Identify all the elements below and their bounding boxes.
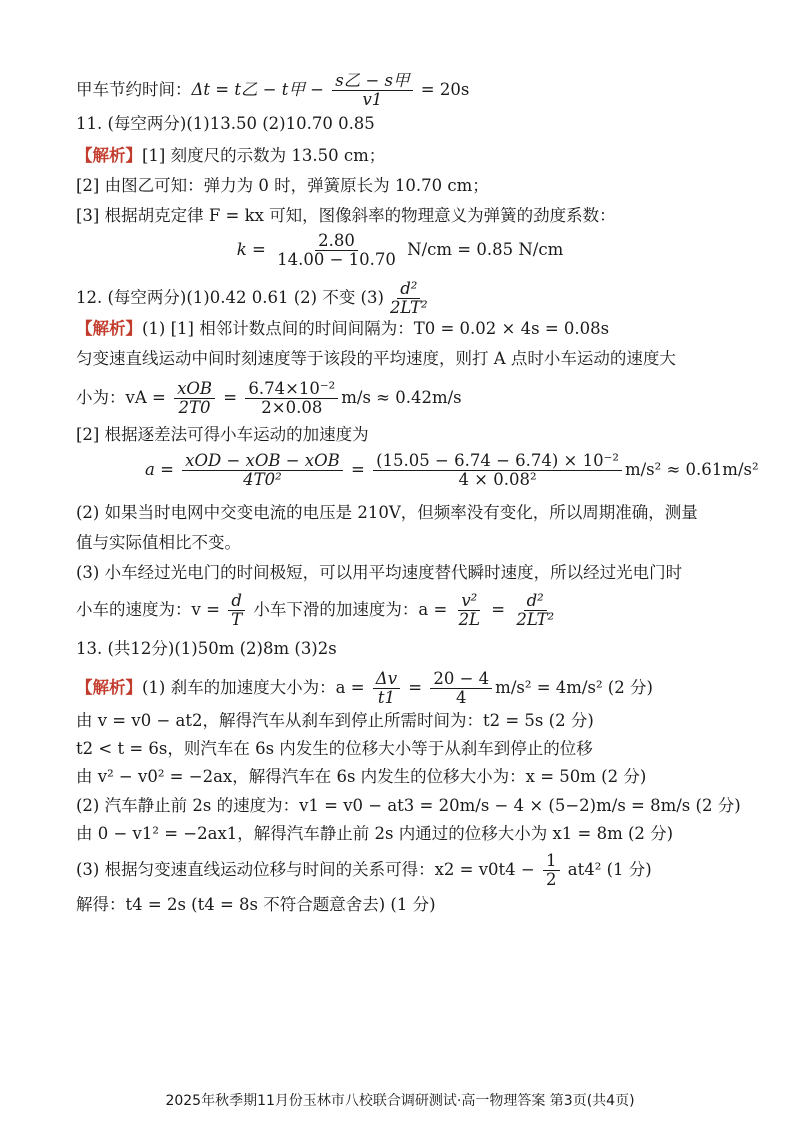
- fraction: [430, 670, 492, 707]
- numerator: 20 − 4: [430, 670, 492, 689]
- text: [1] 刻度尺的示数为 13.50 cm；: [142, 146, 386, 165]
- denominator: v1: [362, 90, 383, 109]
- savings-time-line: [76, 72, 469, 109]
- fraction: [182, 452, 343, 489]
- q12-line-8: [76, 592, 560, 629]
- text: 12. (每空两分)(1)0.42 0.61 (2) 不变 (3): [76, 288, 384, 307]
- text: m/s² = 4m/s² (2 分): [495, 678, 653, 697]
- text: at4² (1 分): [562, 860, 652, 879]
- text: =: [403, 678, 428, 697]
- analysis-tag: 【解析】: [76, 146, 142, 165]
- numerator: v²: [458, 592, 480, 611]
- text: =: [345, 460, 371, 479]
- fraction: [274, 232, 399, 269]
- fraction: [456, 592, 483, 629]
- q12-accel-formula: [145, 452, 759, 489]
- fraction: [387, 280, 431, 317]
- q11-analysis-line: [76, 145, 385, 167]
- denominator: 4 × 0.08²: [458, 470, 537, 489]
- fraction: [543, 852, 560, 889]
- q13-analysis-line: [76, 670, 653, 707]
- q13-header: 13. (共12分)(1)50m (2)8m (3)2s: [76, 639, 337, 658]
- fraction: [513, 592, 557, 629]
- fraction: [228, 592, 245, 629]
- q13-line-5: (2) 汽车静止前 2s 的速度为：v1 = v0 − at3 = 20m/s − 4 × (5−2)m/s = 8m/s (2 分): [76, 796, 741, 815]
- q12-line-7: (3) 小车经过光电门的时间极短，可以用平均速度替代瞬时速度，所以经过光电门时: [76, 563, 683, 582]
- q13-line-6: 由 0 − v1² = −2ax1，解得汽车静止前 2s 内通过的位移大小为 x1 = 8m (2 分): [76, 824, 674, 843]
- fraction: [332, 72, 412, 109]
- page-footer: 2025年秋季期11月份玉林市八校联合调研测试·高一物理答案 第3页(共4页): [165, 1093, 635, 1109]
- q11-line-3: [3] 根据胡克定律 F = kx 可知，图像斜率的物理意义为弹簧的劲度系数：: [76, 206, 616, 225]
- denominator: 2×0.08: [261, 398, 323, 417]
- numerator: 1: [543, 852, 560, 871]
- text: (3) 根据匀变速直线运动位移与时间的关系可得：x2 = v0t4 −: [76, 860, 540, 879]
- text: 小为：vA =: [76, 388, 172, 407]
- denominator: 4T0²: [243, 470, 282, 489]
- text: (1) 刹车的加速度大小为：a =: [142, 678, 370, 697]
- fraction: [373, 670, 400, 707]
- text: =: [218, 388, 243, 407]
- numerator: Δv: [373, 670, 400, 689]
- denominator: 2: [546, 870, 557, 889]
- q11-k-formula: [0, 232, 800, 269]
- numerator: d²: [397, 280, 420, 299]
- q12-line-2: 匀变速直线运动中间时刻速度等于该段的平均速度，则打 A 点时小车运动的速度大: [76, 349, 676, 368]
- q11-header: 11. (每空两分)(1)13.50 (2)10.70 0.85: [76, 114, 375, 133]
- numerator: xOB: [174, 380, 215, 399]
- text: =: [486, 600, 511, 619]
- q13-line-3: t2 < t = 6s，则汽车在 6s 内发生的位移大小等于从刹车到停止的位移: [76, 739, 593, 758]
- fraction: [174, 380, 215, 417]
- q12-header: [76, 280, 434, 317]
- result: = 20s: [415, 80, 470, 99]
- denominator: 2L: [458, 610, 481, 629]
- analysis-tag: 【解析】: [76, 678, 142, 697]
- q11-line-2: [2] 由图乙可知：弹力为 0 时，弹簧原长为 10.70 cm；: [76, 176, 489, 195]
- numerator: s乙 − s甲: [332, 72, 412, 91]
- denominator: 2T0: [178, 398, 211, 417]
- text: m/s ≈ 0.42m/s: [341, 388, 462, 407]
- fraction: [373, 452, 622, 489]
- q12-line-6: 值与实际值相比不变。: [76, 533, 241, 552]
- text: 甲车节约时间：: [76, 80, 192, 99]
- text: m/s² ≈ 0.61m/s²: [624, 460, 759, 479]
- q13-line-4: 由 v² − v0² = −2ax，解得汽车在 6s 内发生的位移大小为：x = 50m (2 分): [76, 767, 647, 786]
- numerator: 2.80: [315, 232, 358, 251]
- denominator: t1: [377, 688, 395, 707]
- q12-line-5: (2) 如果当时电网中交变电流的电压是 210V，但频率没有变化，所以周期准确，测量: [76, 503, 698, 522]
- denominator: 14.00 − 10.70: [277, 250, 396, 269]
- analysis-tag: 【解析】: [76, 319, 142, 338]
- q13-line-2: 由 v = v0 − at2，解得汽车从刹车到停止所需时间为：t2 = 5s (2 分): [76, 711, 594, 730]
- text: (1) [1] 相邻计数点间的时间间隔为：T0 = 0.02 × 4s = 0.08s: [142, 319, 610, 338]
- q12-line-3: [76, 380, 462, 417]
- numerator: (15.05 − 6.74 − 6.74) × 10⁻²: [373, 452, 622, 471]
- text: 小车的速度为：v =: [76, 600, 226, 619]
- denominator: 4: [456, 688, 467, 707]
- text: a =: [145, 460, 180, 479]
- formula: Δt = t乙 − t甲 −: [191, 80, 330, 99]
- q12-analysis-line: [76, 318, 609, 340]
- numerator: 6.74×10⁻²: [245, 380, 338, 399]
- q13-line-7: [76, 852, 652, 889]
- denominator: 2LT²: [516, 610, 555, 629]
- formula-suffix: N/cm = 0.85 N/cm: [401, 240, 564, 259]
- denominator: T: [231, 610, 243, 629]
- text: 小车下滑的加速度为：a =: [248, 600, 453, 619]
- numerator: xOD − xOB − xOB: [182, 452, 343, 471]
- q12-line-4: [2] 根据逐差法可得小车运动的加速度为: [76, 425, 369, 444]
- q13-line-8: 解得：t4 = 2s (t4 = 8s 不符合题意舍去) (1 分): [76, 895, 436, 914]
- numerator: d²: [524, 592, 547, 611]
- numerator: d: [228, 592, 245, 611]
- fraction: [245, 380, 338, 417]
- denominator: 2LT²: [389, 298, 428, 317]
- formula-prefix: k =: [236, 240, 272, 259]
